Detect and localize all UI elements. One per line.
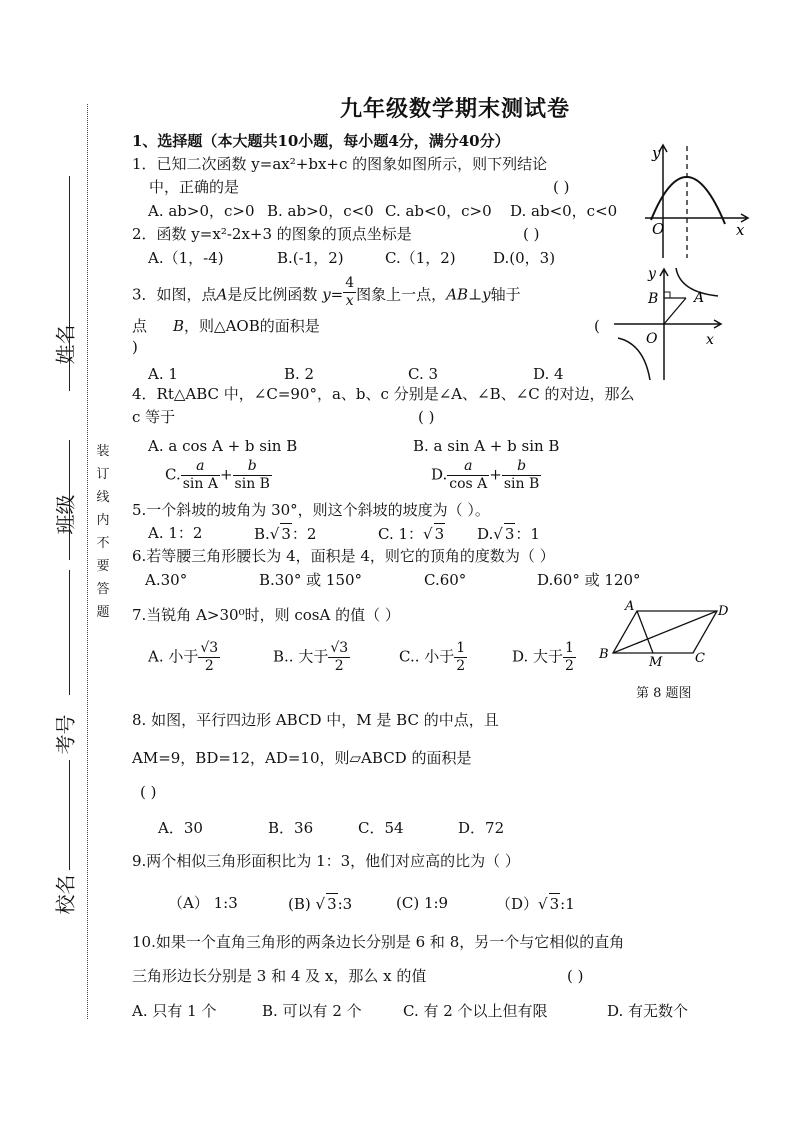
q4-optd-label: D. xyxy=(431,465,448,484)
q7-opta-label: A. 小于 xyxy=(148,647,199,666)
q4-optc-num1: a xyxy=(181,458,220,476)
q1-option-b[interactable]: B. ab>0，c<0 xyxy=(267,202,374,220)
q8-label-m: M xyxy=(649,655,663,670)
q8-diagonal-bd xyxy=(613,611,717,653)
q3-line2-a: 点 xyxy=(132,317,148,335)
q4-optc-den1: sin A xyxy=(182,476,218,492)
name-label: 姓名 xyxy=(53,324,78,365)
q2-answer-paren: ( ) xyxy=(523,225,540,243)
q1-option-a[interactable]: A. ab>0，c>0 xyxy=(148,202,255,220)
q9-option-a[interactable]: （A） 1:3 xyxy=(168,894,238,912)
exam-number-blank xyxy=(69,570,70,695)
q7-optc-frac xyxy=(454,640,467,675)
q3-option-d[interactable]: D. 4 xyxy=(533,365,564,383)
page-title: 九年级数学期末测试卷 xyxy=(340,96,571,122)
q3-b-label: B xyxy=(648,291,659,307)
q6-option-b[interactable]: B.30° 或 150° xyxy=(259,571,363,589)
q10-stem-line1: 10.如果一个直角三角形的两条边长分别是 6 和 8，另一个与它相似的直角 xyxy=(132,933,625,951)
q9-optb-sqrt: 3 xyxy=(327,895,337,913)
q8-label-d: D xyxy=(718,604,729,619)
q9-option-d[interactable]: （D）√ 3:1 xyxy=(496,895,575,913)
q3-stem-a: 3．如图，点 xyxy=(132,285,217,304)
q6-option-c[interactable]: C.60° xyxy=(424,571,467,589)
q3-line2-c: ，则△AOB的面积是 xyxy=(184,317,320,335)
q5-stem: 5.一个斜坡的坡角为 30°，则这个斜坡的坡度为（ ）。 xyxy=(132,501,490,519)
school-label: 校名 xyxy=(53,874,78,915)
q5-optb-sqrt: 3 xyxy=(281,525,291,543)
q9-optd-sqrt: 3 xyxy=(549,895,560,913)
q3-segment-oa xyxy=(664,298,686,324)
q8-label-b: B xyxy=(599,647,609,662)
q2-option-d[interactable]: D.(0，3) xyxy=(493,249,556,267)
q8-option-c[interactable]: C．54 xyxy=(358,819,404,837)
q4-stem: 4．Rt△ABC 中，∠C=90°，a、b、c 分别是∠A、∠B、∠C 的对边，那么 xyxy=(132,385,635,403)
q10-option-a[interactable]: A. 只有 1 个 xyxy=(132,1002,217,1020)
exam-number-label: 考号 xyxy=(53,714,78,755)
q5-option-c[interactable]: C. 1：√ 3 xyxy=(378,525,445,543)
q1-stem-line2: 中，正确的是 xyxy=(149,178,240,196)
q8-option-b[interactable]: B．36 xyxy=(268,819,314,837)
q7-stem: 7.当锐角 A>30⁰时，则 cosA 的值（ ） xyxy=(132,606,400,624)
q5-optd-sqrt: 3 xyxy=(504,525,515,543)
q4-optc-label: C. xyxy=(165,465,181,484)
q3-func-eq: = xyxy=(330,285,344,304)
q8-option-d[interactable]: D．72 xyxy=(458,819,505,837)
q2-option-a[interactable]: A.（1，-4) xyxy=(148,249,224,267)
q5-optd-b: ：1 xyxy=(515,525,540,543)
q10-answer-paren: ( ) xyxy=(567,967,584,985)
q4-optd-frac1 xyxy=(447,458,489,493)
q7-optc-label: C.. 小于 xyxy=(399,647,455,666)
q8-option-a[interactable]: A．30 xyxy=(158,819,203,837)
q4-optd-num1: a xyxy=(447,458,489,476)
q10-option-b[interactable]: B. 可以有 2 个 xyxy=(262,1002,362,1020)
q7-optd-num: 1 xyxy=(565,640,574,656)
q7-optb-num: √3 xyxy=(330,640,349,656)
q7-optc-num: 1 xyxy=(456,640,466,656)
q7-optb-den: 2 xyxy=(334,658,344,674)
q4-option-c[interactable] xyxy=(165,458,272,493)
q4-optd-den2: sin B xyxy=(503,476,540,492)
q4-optc-frac2 xyxy=(233,458,272,493)
q8-answer-paren: ( ) xyxy=(140,783,157,801)
q8-figure-caption: 第 8 题图 xyxy=(636,686,692,701)
q9-optb-b: :3 xyxy=(337,895,353,913)
q5-optb-a: B. xyxy=(254,525,270,543)
q4-option-b[interactable]: B. a sin A + b sin B xyxy=(413,437,560,455)
q3-y-label: y xyxy=(648,266,656,282)
q4-answer-paren: ( ) xyxy=(418,408,435,426)
q3-func-frac xyxy=(343,275,356,310)
q5-option-d[interactable]: D.√ 3：1 xyxy=(477,525,540,543)
q10-stem-line2: 三角形边长分别是 3 和 4 及 x，那么 x 的值 xyxy=(132,967,427,985)
school-blank xyxy=(69,760,70,870)
q9-optd-b: :1 xyxy=(560,895,575,913)
q7-optb-label: B.. 大于 xyxy=(273,647,329,666)
section1-header: 1、选择题（本大题共10小题，每小题4分，满分40分） xyxy=(132,132,510,150)
q3-paren-close: ) xyxy=(132,338,138,356)
q7-option-b[interactable] xyxy=(273,640,350,675)
q4-optd-num2: b xyxy=(502,458,541,476)
q4-optc-num2: b xyxy=(233,458,272,476)
q6-option-a[interactable]: A.30° xyxy=(145,571,188,589)
q7-option-a[interactable] xyxy=(148,640,220,675)
q1-y-label: y xyxy=(652,144,661,162)
q7-optb-frac xyxy=(328,640,350,675)
q3-line2-b: B xyxy=(173,317,185,335)
q3-right-angle-mark xyxy=(664,292,670,298)
q3-o-label: O xyxy=(646,331,658,347)
q4-optc-den2: sin B xyxy=(234,476,270,492)
q3-hyperbola-figure xyxy=(610,262,726,384)
q4-optd-frac2 xyxy=(502,458,541,493)
q4-optc-frac1 xyxy=(181,458,220,493)
q8-label-a: A xyxy=(625,599,635,614)
q3-func-num: 4 xyxy=(345,275,355,291)
q7-option-d[interactable] xyxy=(512,640,576,675)
q9-optd-a: （D） xyxy=(496,895,539,913)
q1-option-c[interactable]: C. ab<0，c>0 xyxy=(385,202,492,220)
seal-notice: 装订线内不要答题 xyxy=(96,444,110,620)
q8-label-c: C xyxy=(695,651,705,666)
q5-optd-a: D. xyxy=(477,525,494,543)
q3-option-a[interactable]: A. 1 xyxy=(148,365,178,383)
q7-optc-den: 2 xyxy=(456,658,466,674)
q3-stem-e: 轴于 xyxy=(490,285,521,304)
q2-stem: 2．函数 y=x²-2x+3 的图象的顶点坐标是 xyxy=(132,225,412,243)
q10-option-c[interactable]: C. 有 2 个以上但有限 xyxy=(403,1002,548,1020)
q3-stem-line2 xyxy=(132,316,320,336)
class-label: 班级 xyxy=(53,494,78,535)
q3-stem-c: 图象上一点， xyxy=(356,285,447,304)
q6-stem: 6.若等腰三角形腰长为 4，面积是 4，则它的顶角的度数为（ ） xyxy=(132,547,555,565)
q2-option-b[interactable]: B.(-1，2) xyxy=(277,249,344,267)
q1-origin-label: O xyxy=(652,220,665,238)
q8-parallelogram-figure xyxy=(595,598,735,670)
q7-optd-frac xyxy=(563,640,576,675)
q9-stem: 9.两个相似三角形面积比为 1：3，他们对应高的比为（ ） xyxy=(132,852,520,870)
q5-optb-b: ：2 xyxy=(291,525,317,543)
q10-option-d[interactable]: D. 有无数个 xyxy=(607,1002,689,1020)
q3-option-b[interactable]: B. 2 xyxy=(284,365,315,383)
q7-opta-num: √3 xyxy=(200,640,219,656)
q3-stem-d: AB⊥y xyxy=(446,285,491,304)
q7-optd-label: D. 大于 xyxy=(512,647,564,666)
q5-optc-a: C. 1： xyxy=(378,525,424,543)
q3-func-y: y xyxy=(322,285,331,304)
q3-func-den: x xyxy=(345,293,354,309)
q1-parabola xyxy=(651,177,725,224)
q4-optd-plus: + xyxy=(489,465,502,484)
q9-optb-a: (B) xyxy=(288,895,311,913)
q7-opta-den: 2 xyxy=(204,658,214,674)
q2-option-c[interactable]: C.（1，2) xyxy=(385,249,456,267)
binding-line xyxy=(87,104,88,1019)
q3-stem-b: 是反比例函数 xyxy=(227,285,318,304)
q8-segment-am xyxy=(637,611,653,653)
q4-option-a[interactable]: A. a cos A + b sin B xyxy=(148,437,298,455)
q8-stem-line2: AM=9，BD=12，AD=10，则▱ABCD 的面积是 xyxy=(132,749,472,767)
q1-option-d[interactable]: D. ab<0，c<0 xyxy=(510,202,618,220)
q4-optc-plus: + xyxy=(219,465,233,484)
q3-option-c[interactable]: C. 3 xyxy=(408,365,439,383)
q5-optc-sqrt: 3 xyxy=(434,525,445,543)
q3-x-label: x xyxy=(706,332,714,348)
q3-stem xyxy=(132,275,521,313)
q3-point-a: A xyxy=(216,285,228,304)
q7-opta-frac xyxy=(198,640,220,675)
q1-parabola-figure xyxy=(643,140,755,260)
q9-option-b[interactable]: (B) √ 3:3 xyxy=(288,895,353,913)
q4-optd-den1: cos A xyxy=(449,476,488,492)
q1-answer-paren: ( ) xyxy=(553,178,570,196)
q1-x-label: x xyxy=(736,221,745,239)
q4-option-d[interactable] xyxy=(431,458,541,493)
q5-option-b[interactable]: B.√ 3：2 xyxy=(254,525,317,543)
q8-stem-line1: 8. 如图，平行四边形 ABCD 中，M 是 BC 的中点，且 xyxy=(132,711,499,729)
q9-option-c[interactable]: (C) 1:9 xyxy=(396,894,449,912)
q4-stem-line2: c 等于 xyxy=(132,408,176,426)
q7-option-c[interactable] xyxy=(399,640,467,675)
q3-a-label: A xyxy=(694,290,705,306)
q3-paren-open: ( xyxy=(594,317,600,335)
q5-option-a[interactable]: A. 1：2 xyxy=(148,524,203,542)
q6-option-d[interactable]: D.60° 或 120° xyxy=(537,571,641,589)
q7-optd-den: 2 xyxy=(565,658,574,674)
q1-stem-line1: 1．已知二次函数 y=ax²+bx+c 的图象如图所示，则下列结论 xyxy=(132,155,548,173)
